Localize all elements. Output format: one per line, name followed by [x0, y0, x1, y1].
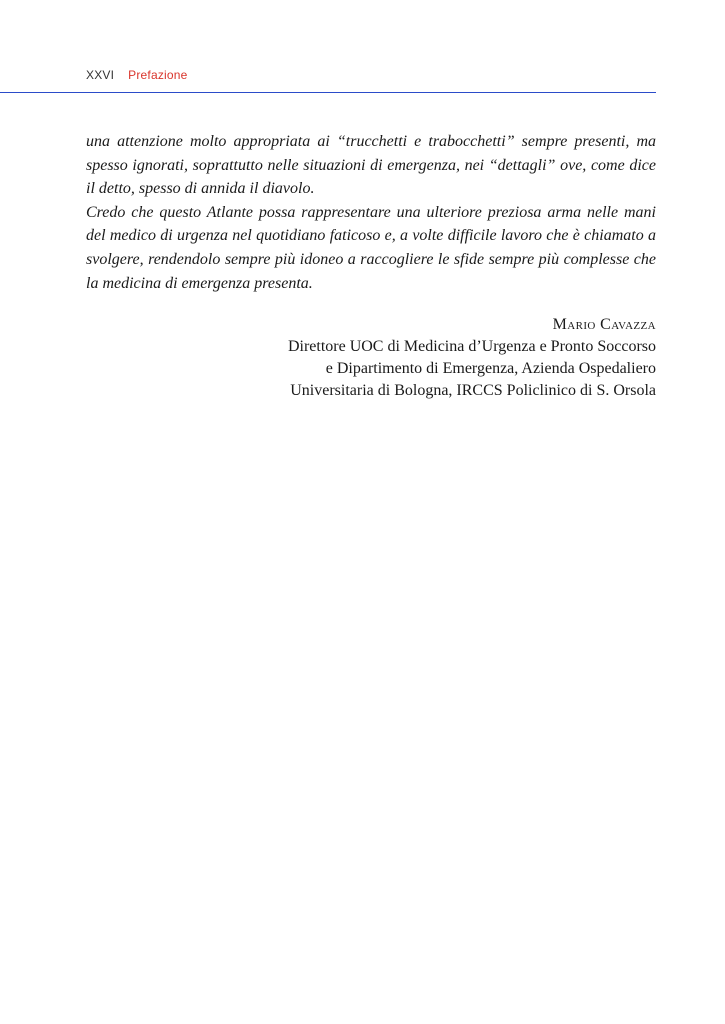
signature-block	[236, 313, 656, 402]
page-number: XXVI	[86, 68, 115, 82]
section-title: Prefazione	[128, 68, 188, 82]
author-name: Mario Cavazza	[552, 316, 656, 333]
running-header	[86, 68, 188, 82]
paragraph: Credo che questo Atlante possa rappresentare una ulteriore preziosa arma nelle mani del medico di urgenza nel quotidiano faticoso e, a volte difficile lavoro che è chiamato a svolgere, rendendolo sempre più idoneo a raccogliere le sfide sempre più complesse che la medicina di emergenza presenta.	[86, 203, 656, 292]
affiliation-line: Universitaria di Bologna, IRCCS Policlinico di S. Orsola	[290, 382, 656, 399]
paragraph: una attenzione molto appropriata ai “trucchetti e trabocchetti” sempre presenti, ma spesso ignorati, soprattutto nelle situazioni di emergenza, nei “dettagli” ove, come dice il detto, spesso di annida il diavolo.	[86, 133, 656, 198]
affiliation-line: e Dipartimento di Emergenza, Azienda Ospedaliero	[325, 360, 656, 377]
header-rule	[0, 92, 656, 93]
preface-body	[86, 130, 656, 295]
affiliation-line: Direttore UOC di Medicina d’Urgenza e Pronto Soccorso	[287, 338, 656, 355]
